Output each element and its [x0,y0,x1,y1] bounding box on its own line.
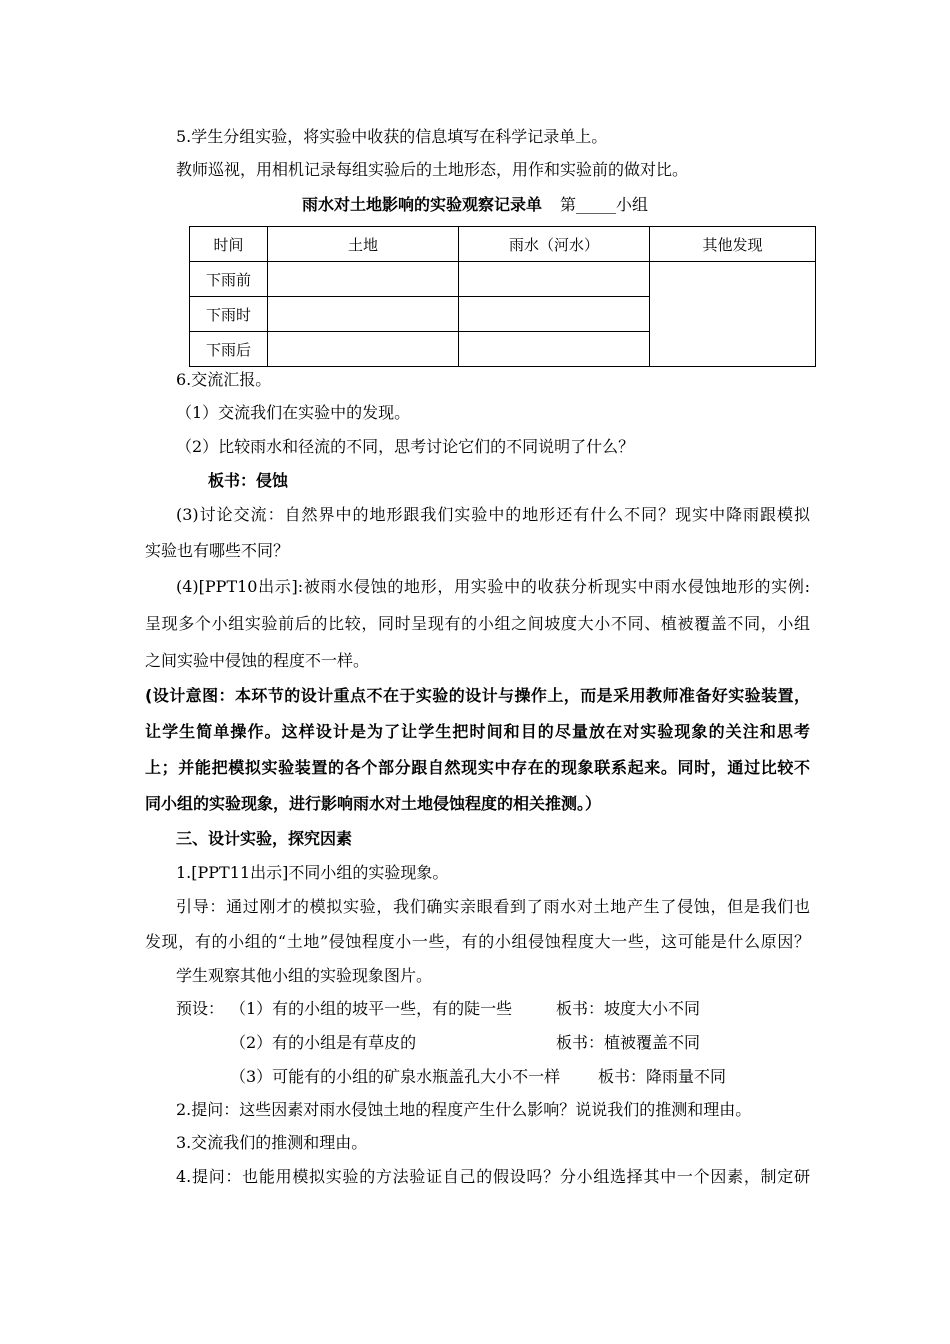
preset-3-board: 板书：降雨量不同 [598,1067,727,1086]
record-group-field: 第_____小组 [560,195,649,214]
header-other-findings: 其他发现 [650,227,816,262]
table-header-row [190,227,816,262]
design-intent-line1: (设计意图：本环节的设计重点不在于实验的设计与操作上，而是采用教师准备好实验装置， [145,686,810,705]
board-erosion: 板书：侵蚀 [208,471,289,490]
header-time: 时间 [190,227,268,262]
preset-3: （3）可能有的小组的矿泉水瓶盖孔大小不一样 [230,1067,561,1086]
paragraph-step6-4-line3: 之间实验中侵蚀的程度不一样。 [145,651,370,670]
paragraph-teacher-patrol: 教师巡视，用相机记录每组实验后的土地形态，用作和实验前的做对比。 [176,160,689,179]
record-title-text: 雨水对土地影响的实验观察记录单 [301,195,542,214]
paragraph-observe: 学生观察其他小组的实验现象图片。 [176,966,433,985]
paragraph-s1: 1.[PPT11出示]不同小组的实验现象。 [176,863,449,882]
row-label-after-rain: 下雨后 [190,332,268,367]
cell-rain-after [459,332,650,367]
row-label-before-rain: 下雨前 [190,262,268,297]
cell-other-findings [650,262,816,367]
paragraph-step6-4-line1: (4)[PPT10出示]:被雨水侵蚀的地形，用实验中的收获分析现实中雨水侵蚀地形的实例: [176,577,810,596]
cell-soil-before [268,262,459,297]
cell-soil-after [268,332,459,367]
paragraph-step6-4-line2: 呈现多个小组实验前后的比较，同时呈现有的小组之间坡度大小不同、植被覆盖不同，小组 [145,614,810,633]
preset-label: 预设： [176,999,225,1018]
record-sheet-title [0,192,950,215]
paragraph-step5: 5.学生分组实验，将实验中收获的信息填写在科学记录单上。 [176,127,608,146]
cell-rain-during [459,297,650,332]
row-label-during-rain: 下雨时 [190,297,268,332]
paragraph-s3: 3.交流我们的推测和理由。 [176,1133,368,1152]
header-soil: 土地 [268,227,459,262]
preset-2: （2）有的小组是有草皮的 [230,1033,417,1052]
design-intent-line2: 让学生简单操作。这样设计是为了让学生把时间和目的尽量放在对实验现象的关注和思考 [145,722,810,741]
cell-rain-before [459,262,650,297]
preset-1: （1）有的小组的坡平一些，有的陡一些 [230,999,513,1018]
record-table [189,226,816,367]
cell-soil-during [268,297,459,332]
paragraph-guide-line2: 发现，有的小组的“土地”侵蚀程度小一些，有的小组侵蚀程度大一些，这可能是什么原因？ [145,932,810,951]
design-intent-line3: 上；并能把模拟实验装置的各个部分跟自然现实中存在的现象联系起来。同时，通过比较不 [145,758,810,777]
paragraph-step6-2: （2）比较雨水和径流的不同，思考讨论它们的不同说明了什么？ [176,437,635,456]
preset-2-board: 板书：植被覆盖不同 [556,1033,701,1052]
header-rain: 雨水（河水） [459,227,650,262]
paragraph-step6-3-line2: 实验也有哪些不同？ [145,541,290,560]
paragraph-s4: 4.提问：也能用模拟实验的方法验证自己的假设吗？分小组选择其中一个因素，制定研 [176,1167,810,1186]
section-3-heading: 三、设计实验，探究因素 [176,829,353,848]
paragraph-s2: 2.提问：这些因素对雨水侵蚀土地的程度产生什么影响？说说我们的推测和理由。 [176,1100,752,1119]
paragraph-guide-line1: 引导：通过刚才的模拟实验，我们确实亲眼看到了雨水对土地产生了侵蚀，但是我们也 [176,897,810,916]
paragraph-step6-3-line1: (3)讨论交流：自然界中的地形跟我们实验中的地形还有什么不同？现实中降雨跟模拟 [176,505,810,524]
design-intent-line4: 同小组的实验现象，进行影响雨水对土地侵蚀程度的相关推测。） [145,794,602,813]
preset-1-board: 板书：坡度大小不同 [556,999,701,1018]
paragraph-step6: 6.交流汇报。 [176,370,272,389]
table-row [190,262,816,297]
paragraph-step6-1: （1）交流我们在实验中的发现。 [176,403,411,422]
